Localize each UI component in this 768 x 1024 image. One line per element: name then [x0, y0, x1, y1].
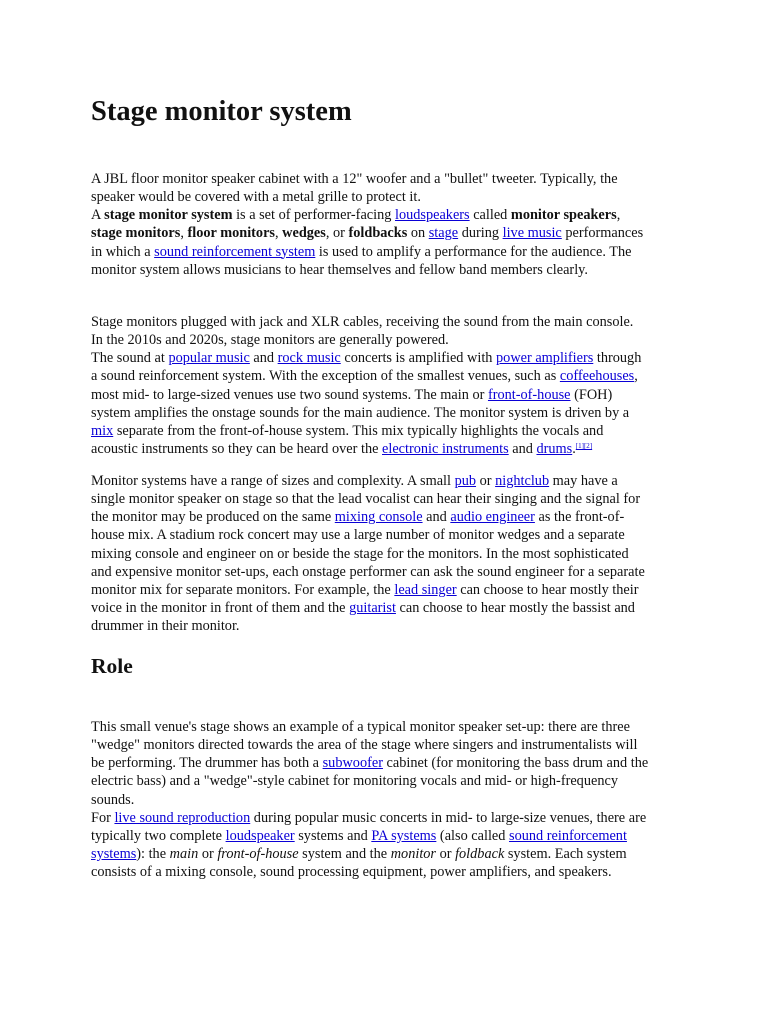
text: as the front-of- — [534, 509, 625, 526]
paragraph-line — [91, 243, 679, 261]
paragraph-line — [91, 367, 679, 385]
image-caption-line: Stage monitors plugged with jack and XLR cables, receiving the sound from the main console. — [91, 314, 634, 330]
link-lead-singer[interactable]: lead singer — [394, 581, 457, 598]
text: or — [198, 845, 218, 862]
page-title: Stage monitor system — [91, 96, 352, 127]
link-nightclub[interactable]: nightclub — [495, 473, 550, 489]
link-popular-music[interactable]: popular music — [168, 350, 250, 367]
bold-term: foldbacks — [348, 225, 408, 242]
italic-term: front-of-house — [217, 845, 299, 862]
text: or — [476, 473, 496, 489]
paragraph-line — [91, 386, 679, 404]
text: or — [436, 845, 456, 862]
text: The sound at — [91, 350, 169, 367]
paragraph-line — [91, 845, 679, 863]
link-mixing-console[interactable]: mixing console — [334, 509, 423, 526]
text: (FOH) — [570, 386, 613, 403]
paragraph-line — [91, 809, 679, 827]
link-pub[interactable]: pub — [454, 473, 477, 489]
paragraph-line: single monitor speaker on stage so that the lead vocalist can hear their singing and the signal for — [91, 491, 641, 508]
link-coffeehouses[interactable]: coffeehouses — [559, 368, 635, 385]
italic-term: main — [169, 845, 199, 862]
text: , — [634, 368, 638, 385]
text: , — [616, 207, 621, 224]
sizes-section — [91, 472, 679, 635]
image-caption-line: sounds. — [91, 791, 135, 808]
link-guitarist[interactable]: guitarist — [349, 599, 396, 616]
link-rock-music[interactable]: rock music — [277, 350, 341, 367]
paragraph-line — [91, 206, 679, 224]
paragraph-line: mixing console and engineer on or beside the stage for the monitors. In the most sophisticated — [91, 545, 629, 562]
text: systems and — [294, 827, 372, 844]
link-stage[interactable]: stage — [428, 225, 459, 242]
bold-term: stage monitor system — [104, 207, 233, 224]
text: and — [249, 350, 278, 367]
text: A — [91, 207, 105, 224]
paragraph-line: system amplifies the onstage sounds for the main audience. The monitor system is driven by a — [91, 404, 630, 421]
text: can choose to hear mostly the bassist and — [395, 599, 635, 616]
link-loudspeakers[interactable]: loudspeakers — [394, 207, 470, 224]
text: voice in the monitor in front of them and the — [91, 599, 350, 616]
citation-link[interactable]: [2] — [583, 441, 593, 450]
text: is a set of performer-facing — [232, 207, 395, 224]
image-caption-line: This small venue's stage shows an example of a typical monitor speaker set-up: there are three — [91, 719, 630, 735]
link-electronic-instruments[interactable]: electronic instruments — [382, 440, 509, 457]
italic-term: monitor — [390, 845, 436, 862]
text: . — [572, 440, 576, 457]
text: and — [422, 509, 451, 526]
text: system. Each system — [504, 845, 627, 862]
italic-term: foldback — [455, 845, 505, 862]
text: on — [407, 225, 429, 242]
link-mix[interactable]: mix — [91, 422, 114, 439]
link-pa-systems[interactable]: PA systems — [371, 827, 437, 844]
image-caption-line: "wedge" monitors directed towards the area of the stage where singers and instrumentalists will — [91, 737, 638, 754]
text: can choose to hear mostly their — [456, 581, 639, 598]
bold-term: monitor speakers — [510, 207, 617, 224]
text: ): the — [136, 845, 170, 862]
text: called — [469, 207, 511, 224]
text: Monitor systems have a range of sizes and complexity. A small — [91, 473, 455, 489]
link-front-of-house[interactable]: front-of-house — [487, 386, 571, 403]
image-caption-line: speaker would be covered with a metal grille to protect it. — [91, 189, 421, 206]
text: , or — [325, 225, 349, 242]
text: a sound reinforcement system. With the exception of the smallest venues, such as — [91, 368, 560, 385]
link-systems[interactable]: systems — [91, 845, 137, 862]
paragraph-line: monitor system allows musicians to hear themselves and fellow band members clearly. — [91, 261, 588, 278]
bold-term: floor monitors — [187, 225, 275, 242]
link-sound-reinforcement[interactable]: sound reinforcement — [509, 827, 627, 844]
text: (also called — [436, 827, 510, 844]
link-subwoofer[interactable]: subwoofer — [322, 755, 383, 772]
paragraph-line: drummer in their monitor. — [91, 618, 240, 635]
text: in which a — [91, 243, 155, 260]
text: and — [508, 440, 537, 457]
paragraph-line — [91, 827, 679, 845]
text: be performing. The drummer has both a — [91, 755, 323, 772]
link-loudspeaker[interactable]: loudspeaker — [225, 827, 295, 844]
link-audio-engineer[interactable]: audio engineer — [450, 509, 535, 526]
text: typically two complete — [91, 827, 226, 844]
image-caption-line: In the 2010s and 2020s, stage monitors are generally powered. — [91, 332, 449, 349]
paragraph-line — [91, 599, 679, 617]
paragraph-line: consists of a mixing console, sound processing equipment, power amplifiers, and speakers. — [91, 864, 612, 881]
text: cabinet (for monitoring the bass drum and the — [382, 755, 649, 772]
link-sound-reinforcement-system[interactable]: sound reinforcement system — [154, 243, 316, 260]
bold-term: stage monitors — [91, 225, 181, 242]
text: For — [91, 809, 115, 826]
text: during popular music concerts in mid- to large-size venues, there are — [250, 809, 647, 826]
text: through — [593, 350, 642, 367]
text: is used to amplify a performance for the audience. The — [315, 243, 632, 260]
paragraph-line — [91, 508, 679, 526]
paragraph-line — [91, 472, 679, 490]
image-caption-line: electric bass) and a "wedge"-style cabinet for monitoring vocals and mid- or high-frequency — [91, 773, 618, 790]
text: most mid- to large-sized venues use two sound systems. The main or — [91, 386, 488, 403]
paragraph-line — [91, 224, 679, 242]
link-live-music[interactable]: live music — [502, 225, 562, 242]
image-caption-line — [91, 754, 679, 772]
text: system and the — [298, 845, 391, 862]
role-section — [91, 718, 679, 881]
text: the monitor may be produced on the same — [91, 509, 335, 526]
citation-link[interactable]: [1] — [575, 441, 584, 450]
paragraph-line: and expensive monitor set-ups, each onstage performer can ask the sound engineer for a separate — [91, 563, 645, 580]
intro-section — [91, 170, 679, 279]
text: performances — [561, 225, 644, 242]
text: separate from the front-of-house system. This mix typically highlights the vocals and — [113, 422, 604, 439]
paragraph-line — [91, 422, 679, 440]
paragraph-line — [91, 440, 679, 458]
image-caption-line: A JBL floor monitor speaker cabinet with a 12" woofer and a "bullet" tweeter. Typically, the — [91, 171, 618, 187]
text: during — [458, 225, 503, 242]
text: , — [180, 225, 188, 242]
paragraph-line — [91, 581, 679, 599]
fohl-section — [91, 313, 679, 458]
bold-term: wedges — [282, 225, 326, 242]
text: concerts is amplified with — [340, 350, 497, 367]
link-live-sound-reproduction[interactable]: live sound reproduction — [114, 809, 251, 826]
section-heading-role: Role — [91, 654, 133, 678]
text: monitor mix for separate monitors. For example, the — [91, 581, 395, 598]
link-drums[interactable]: drums — [536, 440, 573, 457]
link-power-amplifiers[interactable]: power amplifiers — [496, 350, 594, 367]
text: may have a — [549, 473, 618, 489]
paragraph-line — [91, 349, 679, 367]
text: , — [275, 225, 283, 242]
paragraph-line: house mix. A stadium rock concert may use a large number of monitor wedges and a separate — [91, 527, 625, 544]
text: acoustic instruments so they can be heard over the — [91, 440, 383, 457]
